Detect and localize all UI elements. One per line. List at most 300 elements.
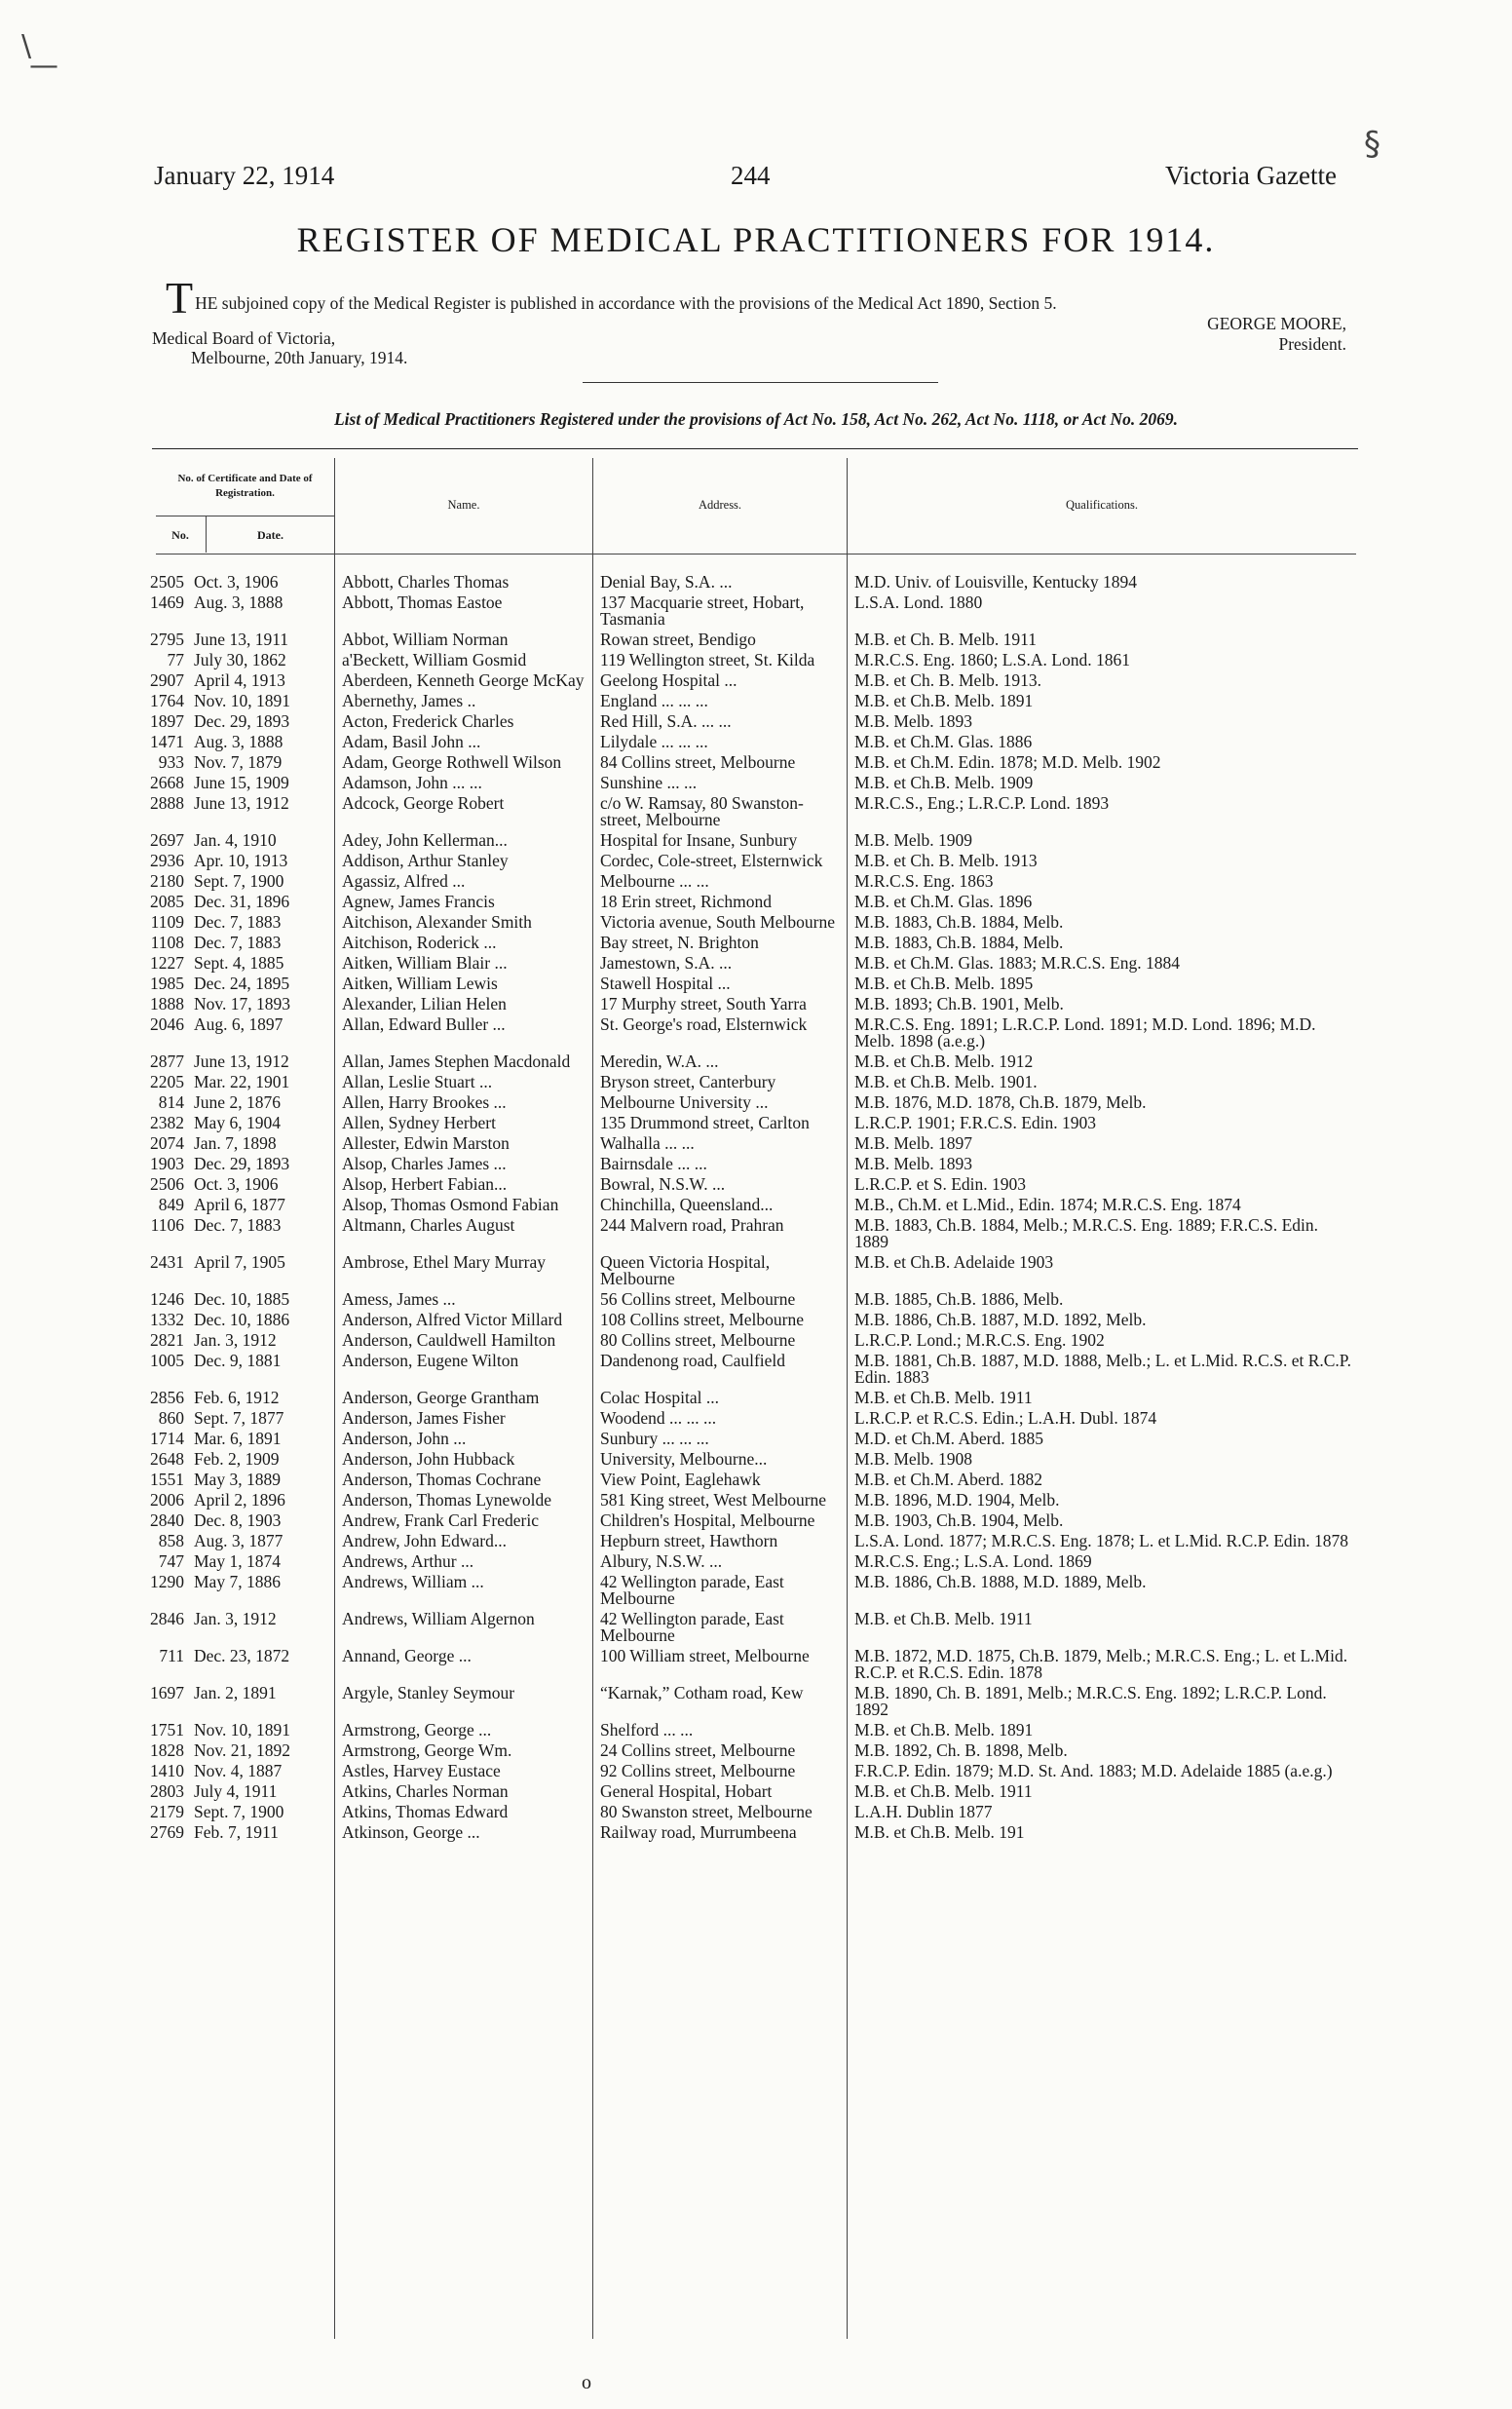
cert-number: 1828 [150,1740,184,1760]
qualifications: M.B. 1903, Ch.B. 1904, Melb. [854,1510,1064,1530]
practitioner-address: England ... ... ... [600,691,708,710]
practitioner-address: Children's Hospital, Melbourne [600,1510,815,1530]
registration-date: Dec. 29, 1893 [194,711,290,731]
register-row [0,652,1512,669]
column-header-certificate: No. of Certificate and Date of Registration. [177,473,313,499]
page-number: 244 [731,161,771,190]
cert-number: 2846 [150,1609,184,1628]
practitioner-address: Hospital for Insane, Sunbury [600,830,798,850]
practitioner-name: Anderson, Eugene Wilton [342,1351,519,1370]
qualifications: M.B. et Ch.B. Melb. 1911 [854,1388,1033,1407]
practitioner-name: Adey, John Kellerman... [342,830,508,850]
cert-number: 2006 [150,1490,184,1510]
practitioner-name: Aitchison, Roderick ... [342,933,497,952]
registration-date: Sept. 7, 1900 [194,1802,284,1821]
registration-date: Aug. 3, 1888 [194,732,284,751]
cert-number: 2803 [150,1781,184,1801]
registration-date: Sept. 7, 1877 [194,1408,284,1428]
cert-number: 1106 [150,1215,184,1235]
column-header-address: Address. [698,498,742,512]
drop-cap: T [166,273,194,323]
register-row [0,1533,1512,1549]
margin-mark: \ [21,29,32,63]
practitioner-name: Anderson, James Fisher [342,1408,506,1428]
qualifications: M.B. 1883, Ch.B. 1884, Melb. [854,912,1064,932]
cert-number: 2668 [150,773,184,792]
cert-number: 933 [158,752,184,772]
cert-number: 2180 [150,871,184,891]
register-row [0,1824,1512,1841]
qualifications: M.B. Melb. 1893 [854,711,973,731]
cert-number: 849 [158,1195,184,1214]
register-row [0,1492,1512,1509]
registration-date: Nov. 4, 1887 [194,1761,283,1780]
signer-title: President. [1278,334,1346,354]
practitioner-name: Alsop, Charles James ... [342,1154,507,1173]
cert-number: 1471 [150,732,184,751]
registration-date: Jan. 3, 1912 [194,1609,277,1628]
qualifications: M.B. 1893; Ch.B. 1901, Melb. [854,994,1064,1013]
cert-number: 858 [158,1531,184,1550]
qualifications: M.R.C.S., Eng.; L.R.C.P. Lond. 1893 [854,793,1110,813]
practitioner-address: Queen Victoria Hospital, Melbourne [600,1252,771,1288]
cert-number: 2382 [150,1113,184,1132]
register-row [0,1611,1512,1644]
register-row [0,935,1512,951]
cert-number: 814 [158,1092,184,1112]
register-row [0,975,1512,992]
register-row [0,1291,1512,1308]
registration-date: Aug. 3, 1888 [194,593,284,612]
practitioner-address: 84 Collins street, Melbourne [600,752,796,772]
register-row [0,853,1512,869]
qualifications: L.R.C.P. et S. Edin. 1903 [854,1174,1026,1194]
registration-date: May 6, 1904 [194,1113,281,1132]
qualifications: M.B. 1886, Ch.B. 1887, M.D. 1892, Melb. [854,1310,1147,1329]
register-row [0,1553,1512,1570]
registration-date: June 13, 1912 [194,1052,289,1071]
cert-number: 2046 [150,1014,184,1034]
qualifications: M.B. Melb. 1908 [854,1449,973,1469]
registration-date: Dec. 31, 1896 [194,892,290,911]
register-row [0,631,1512,648]
practitioner-address: 42 Wellington parade, East Melbourne [600,1572,784,1608]
registration-date: Feb. 7, 1911 [194,1822,279,1842]
qualifications: M.R.C.S. Eng.; L.S.A. Lond. 1869 [854,1551,1092,1571]
practitioner-name: Allan, Edward Buller ... [342,1014,506,1034]
registration-date: April 2, 1896 [194,1490,285,1510]
cert-number: 1897 [150,711,184,731]
cert-number: 1227 [150,953,184,973]
practitioner-name: Armstrong, George Wm. [342,1740,512,1760]
column-header-name: Name. [447,498,480,512]
register-row [0,1115,1512,1131]
qualifications: M.B. 1872, M.D. 1875, Ch.B. 1879, Melb.; M.R.C.S. Eng.; L. et L.Mid. R.C.P. et R.C.S. Edin. 1878 [854,1646,1348,1682]
cert-number: 711 [159,1646,184,1665]
register-row [0,1451,1512,1468]
cert-number: 2506 [150,1174,184,1194]
qualifications: M.R.C.S. Eng. 1863 [854,871,994,891]
registration-date: Mar. 6, 1891 [194,1429,282,1448]
register-row [0,1783,1512,1800]
practitioner-address: Walhalla ... ... [600,1133,695,1153]
qualifications: M.D. Univ. of Louisville, Kentucky 1894 [854,572,1138,592]
cert-number: 2648 [150,1449,184,1469]
register-row [0,1094,1512,1111]
practitioner-address: General Hospital, Hobart [600,1781,773,1801]
practitioner-address: Cordec, Cole-street, Elsternwick [600,851,823,870]
practitioner-address: University, Melbourne... [600,1449,768,1469]
corner-mark: § [1364,125,1380,164]
cert-number: 2074 [150,1133,184,1153]
register-row [0,1332,1512,1349]
practitioner-name: Atkins, Charles Norman [342,1781,509,1801]
practitioner-address: Stawell Hospital ... [600,974,731,993]
qualifications: M.B. et Ch.B. Melb. 1891 [854,691,1034,710]
registration-date: Apr. 10, 1913 [194,851,288,870]
cert-number: 2431 [150,1252,184,1272]
register-row [0,1410,1512,1427]
practitioner-address: 581 King street, West Melbourne [600,1490,827,1510]
practitioner-name: Astles, Harvey Eustace [342,1761,501,1780]
qualifications: L.A.H. Dublin 1877 [854,1802,993,1821]
practitioner-address: 137 Macquarie street, Hobart, Tasmania [600,593,805,629]
registration-date: Jan. 2, 1891 [194,1683,277,1702]
practitioner-name: Amess, James ... [342,1289,456,1309]
practitioner-address: Red Hill, S.A. ... ... [600,711,732,731]
practitioner-address: Rowan street, Bendigo [600,630,756,649]
cert-number: 2697 [150,830,184,850]
register-row [0,734,1512,750]
qualifications: M.B. et Ch.B. Melb. 1911 [854,1609,1033,1628]
cert-number: 1751 [150,1720,184,1740]
registration-date: May 7, 1886 [194,1572,281,1591]
practitioner-address: c/o W. Ramsay, 80 Swanston-street, Melbourne [600,793,804,829]
cert-number: 2795 [150,630,184,649]
cert-number: 77 [167,650,184,669]
practitioner-address: 100 William street, Melbourne [600,1646,810,1665]
register-row [0,1053,1512,1070]
register-row [0,775,1512,791]
practitioner-name: Acton, Frederick Charles [342,711,514,731]
qualifications: M.B. 1883, Ch.B. 1884, Melb.; M.R.C.S. Eng. 1889; F.R.C.S. Edin. 1889 [854,1215,1319,1251]
qualifications: M.B. Melb. 1909 [854,830,973,850]
cert-number: 2085 [150,892,184,911]
registration-date: Sept. 4, 1885 [194,953,284,973]
board-line-1: Medical Board of Victoria, [152,328,336,348]
register-table-body [0,574,1512,1845]
practitioner-address: 135 Drummond street, Carlton [600,1113,810,1132]
practitioner-address: Albury, N.S.W. ... [600,1551,723,1571]
registration-date: May 1, 1874 [194,1551,281,1571]
practitioner-name: Allan, Leslie Stuart ... [342,1072,493,1091]
register-row [0,1390,1512,1406]
cert-number: 2821 [150,1330,184,1350]
practitioner-address: Bay street, N. Brighton [600,933,759,952]
registration-date: June 13, 1912 [194,793,289,813]
qualifications: L.R.C.P. et R.C.S. Edin.; L.A.H. Dubl. 1874 [854,1408,1157,1428]
practitioner-name: Abbot, William Norman [342,630,509,649]
registration-date: April 7, 1905 [194,1252,285,1272]
list-caption: List of Medical Practitioners Registered under the provisions of Act No. 158, Act No. 262, Act No. 1118, or Act No. 2069. [333,409,1179,429]
signature-block [1130,314,1346,355]
register-row [0,1312,1512,1328]
qualifications: M.B. et Ch.B. Melb. 1911 [854,1781,1033,1801]
practitioner-address: 24 Collins street, Melbourne [600,1740,796,1760]
practitioner-address: Bowral, N.S.W. ... [600,1174,726,1194]
cert-number: 1714 [150,1429,184,1448]
register-row [0,1176,1512,1193]
qualifications: F.R.C.P. Edin. 1879; M.D. St. And. 1883; M.D. Adelaide 1885 (a.e.g.) [854,1761,1333,1780]
qualifications: M.B. et Ch.M. Aberd. 1882 [854,1470,1042,1489]
cert-number: 2205 [150,1072,184,1091]
register-row [0,1685,1512,1718]
register-row [0,754,1512,771]
cert-number: 1697 [150,1683,184,1702]
registration-date: Sept. 7, 1900 [194,871,284,891]
header-date: January 22, 1914 [154,161,335,190]
practitioner-address: Chinchilla, Queensland... [600,1195,774,1214]
registration-date: June 15, 1909 [194,773,289,792]
practitioner-address: St. George's road, Elsternwick [600,1014,808,1034]
registration-date: Dec. 7, 1883 [194,933,282,952]
qualifications: M.B. 1890, Ch. B. 1891, Melb.; M.R.C.S. Eng. 1892; L.R.C.P. Lond. 1892 [854,1683,1327,1719]
cert-number: 1469 [150,593,184,612]
practitioner-name: Agassiz, Alfred ... [342,871,466,891]
register-row [0,1763,1512,1779]
margin-mark: — [29,49,58,83]
register-row [0,955,1512,972]
qualifications: M.D. et Ch.M. Aberd. 1885 [854,1429,1043,1448]
register-row [0,873,1512,890]
cert-number: 2888 [150,793,184,813]
practitioner-name: Adam, Basil John ... [342,732,481,751]
practitioner-name: Andrew, Frank Carl Frederic [342,1510,539,1530]
qualifications: M.B. et Ch. B. Melb. 1911 [854,630,1037,649]
practitioner-name: Anderson, Cauldwell Hamilton [342,1330,556,1350]
practitioner-address: 56 Collins street, Melbourne [600,1289,796,1309]
register-row [0,1074,1512,1090]
practitioner-name: Abbott, Thomas Eastoe [342,593,503,612]
registration-date: Dec. 29, 1893 [194,1154,290,1173]
practitioner-name: Andrew, John Edward... [342,1531,507,1550]
qualifications: M.B. et Ch.B. Melb. 1901. [854,1072,1038,1091]
cert-number: 1109 [150,912,184,932]
practitioner-name: Aitken, William Blair ... [342,953,508,973]
cert-number: 1332 [150,1310,184,1329]
registration-date: Oct. 3, 1906 [194,572,279,592]
practitioner-address: 119 Wellington street, St. Kilda [600,650,815,669]
register-row [0,996,1512,1013]
register-row [0,1016,1512,1050]
practitioner-name: Allen, Sydney Herbert [342,1113,496,1132]
register-row [0,1254,1512,1287]
cert-number: 2856 [150,1388,184,1407]
qualifications: M.B. et Ch.B. Melb. 191 [854,1822,1025,1842]
practitioner-name: Alsop, Thomas Osmond Fabian [342,1195,559,1214]
practitioner-address: Denial Bay, S.A. ... [600,572,733,592]
practitioner-name: Argyle, Stanley Seymour [342,1683,515,1702]
section-divider [583,382,938,383]
practitioner-address: Sunshine ... ... [600,773,698,792]
qualifications: M.B. et Ch. B. Melb. 1913. [854,670,1042,690]
registration-date: July 30, 1862 [194,650,286,669]
board-address [152,328,407,367]
qualifications: L.S.A. Lond. 1880 [854,593,983,612]
register-row [0,672,1512,689]
qualifications: M.B. et Ch.B. Melb. 1912 [854,1052,1034,1071]
cert-number: 1410 [150,1761,184,1780]
practitioner-name: Atkins, Thomas Edward [342,1802,509,1821]
cert-number: 860 [158,1408,184,1428]
qualifications: M.R.C.S. Eng. 1860; L.S.A. Lond. 1861 [854,650,1130,669]
practitioner-address: Sunbury ... ... ... [600,1429,709,1448]
registration-date: Nov. 10, 1891 [194,691,291,710]
practitioner-address: Railway road, Murrumbeena [600,1822,797,1842]
practitioner-name: Abbott, Charles Thomas [342,572,510,592]
registration-date: Feb. 6, 1912 [194,1388,280,1407]
cert-number: 2505 [150,572,184,592]
practitioner-address: Bryson street, Canterbury [600,1072,776,1091]
practitioner-name: Aitken, William Lewis [342,974,498,993]
practitioner-name: Anderson, Thomas Lynewolde [342,1490,551,1510]
registration-date: April 6, 1877 [194,1195,285,1214]
register-row [0,1804,1512,1820]
practitioner-name: Allan, James Stephen Macdonald [342,1052,571,1071]
register-row [0,1472,1512,1488]
register-row [0,832,1512,849]
practitioner-address: 80 Swanston street, Melbourne [600,1802,813,1821]
register-row [0,693,1512,709]
registration-date: Dec. 23, 1872 [194,1646,290,1665]
registration-date: Feb. 2, 1909 [194,1449,280,1469]
practitioner-name: a'Beckett, William Gosmid [342,650,527,669]
registration-date: May 3, 1889 [194,1470,281,1489]
qualifications: M.B. et Ch.M. Glas. 1896 [854,892,1033,911]
practitioner-address: 18 Erin street, Richmond [600,892,772,911]
register-row [0,914,1512,931]
qualifications: M.B. 1885, Ch.B. 1886, Melb. [854,1289,1064,1309]
practitioner-address: Hepburn street, Hawthorn [600,1531,778,1550]
practitioner-name: Andrews, William Algernon [342,1609,535,1628]
qualifications: M.B. et Ch.B. Melb. 1909 [854,773,1034,792]
register-row [0,1135,1512,1152]
practitioner-name: Armstrong, George ... [342,1720,492,1740]
footer-mark: o [582,2372,591,2393]
register-row [0,1722,1512,1739]
qualifications: M.R.C.S. Eng. 1891; L.R.C.P. Lond. 1891; M.D. Lond. 1896; M.D. Melb. 1898 (a.e.g.) [854,1014,1316,1051]
cert-number: 1246 [150,1289,184,1309]
practitioner-address: Geelong Hospital ... [600,670,737,690]
qualifications: M.B. 1892, Ch. B. 1898, Melb. [854,1740,1068,1760]
registration-date: Aug. 6, 1897 [194,1014,284,1034]
practitioner-name: Annand, George ... [342,1646,472,1665]
practitioner-address: 80 Collins street, Melbourne [600,1330,796,1350]
qualifications: M.B. Melb. 1897 [854,1133,973,1153]
registration-date: Dec. 10, 1885 [194,1289,290,1309]
practitioner-name: Agnew, James Francis [342,892,495,911]
register-row [0,1648,1512,1681]
practitioner-name: Alexander, Lilian Helen [342,994,507,1013]
practitioner-name: Altmann, Charles August [342,1215,515,1235]
register-row [0,713,1512,730]
register-row [0,594,1512,628]
cert-number: 2179 [150,1802,184,1821]
practitioner-address: “Karnak,” Cotham road, Kew [600,1683,804,1702]
registration-date: April 4, 1913 [194,670,285,690]
register-row [0,1574,1512,1607]
qualifications: M.B. 1886, Ch.B. 1888, M.D. 1889, Melb. [854,1572,1147,1591]
practitioner-address: View Point, Eaglehawk [600,1470,761,1489]
registration-date: Dec. 7, 1883 [194,1215,282,1235]
registration-date: July 4, 1911 [194,1781,278,1801]
practitioner-address: Meredin, W.A. ... [600,1052,719,1071]
column-header-date: Date. [257,528,284,542]
qualifications: L.R.C.P. Lond.; M.R.C.S. Eng. 1902 [854,1330,1105,1350]
practitioner-name: Addison, Arthur Stanley [342,851,509,870]
qualifications: M.B. et Ch.M. Edin. 1878; M.D. Melb. 1902 [854,752,1161,772]
practitioner-address: Shelford ... ... [600,1720,694,1740]
practitioner-name: Anderson, Alfred Victor Millard [342,1310,563,1329]
board-line-2: Melbourne, 20th January, 1914. [191,348,408,367]
registration-date: Dec. 24, 1895 [194,974,290,993]
practitioner-name: Adam, George Rothwell Wilson [342,752,562,772]
practitioner-name: Alsop, Herbert Fabian... [342,1174,508,1194]
registration-date: June 2, 1876 [194,1092,281,1112]
qualifications: M.B. 1881, Ch.B. 1887, M.D. 1888, Melb.; L. et L.Mid. R.C.S. et R.C.P. Edin. 1883 [854,1351,1351,1387]
cert-number: 2936 [150,851,184,870]
cert-number: 2769 [150,1822,184,1842]
cert-number: 1985 [150,974,184,993]
cert-number: 1764 [150,691,184,710]
registration-date: Aug. 3, 1877 [194,1531,284,1550]
practitioner-name: Abernethy, James .. [342,691,476,710]
qualifications: M.B. Melb. 1893 [854,1154,973,1173]
practitioner-address: Melbourne University ... [600,1092,769,1112]
qualifications: M.B. 1876, M.D. 1878, Ch.B. 1879, Melb. [854,1092,1147,1112]
practitioner-name: Adcock, George Robert [342,793,505,813]
cert-number: 1108 [150,933,184,952]
register-row [0,894,1512,910]
qualifications: M.B. et Ch. B. Melb. 1913 [854,851,1038,870]
qualifications: M.B. 1883, Ch.B. 1884, Melb. [854,933,1064,952]
practitioner-address: Woodend ... ... ... [600,1408,717,1428]
table-top-rule [152,448,1358,449]
registration-date: Nov. 21, 1892 [194,1740,291,1760]
register-row [0,1431,1512,1447]
practitioner-address: Bairnsdale ... ... [600,1154,707,1173]
practitioner-name: Aitchison, Alexander Smith [342,912,532,932]
registration-date: Jan. 7, 1898 [194,1133,277,1153]
registration-date: Nov. 10, 1891 [194,1720,291,1740]
practitioner-address: 42 Wellington parade, East Melbourne [600,1609,784,1645]
registration-date: Dec. 9, 1881 [194,1351,282,1370]
registration-date: Mar. 22, 1901 [194,1072,290,1091]
practitioner-address: 92 Collins street, Melbourne [600,1761,796,1780]
qualifications: M.B. et Ch.B. Melb. 1895 [854,974,1034,993]
cert-number: 2907 [150,670,184,690]
registration-date: Dec. 8, 1903 [194,1510,282,1530]
signer-name: GEORGE MOORE, [1207,314,1346,333]
cert-number: 1551 [150,1470,184,1489]
practitioner-name: Atkinson, George ... [342,1822,480,1842]
practitioner-name: Anderson, John Hubback [342,1449,515,1469]
cert-number: 1903 [150,1154,184,1173]
qualifications: M.B. et Ch.M. Glas. 1883; M.R.C.S. Eng. 1884 [854,953,1180,973]
qualifications: M.B., Ch.M. et L.Mid., Edin. 1874; M.R.C.S. Eng. 1874 [854,1195,1241,1214]
registration-date: Jan. 4, 1910 [194,830,277,850]
practitioner-address: 17 Murphy street, South Yarra [600,994,807,1013]
